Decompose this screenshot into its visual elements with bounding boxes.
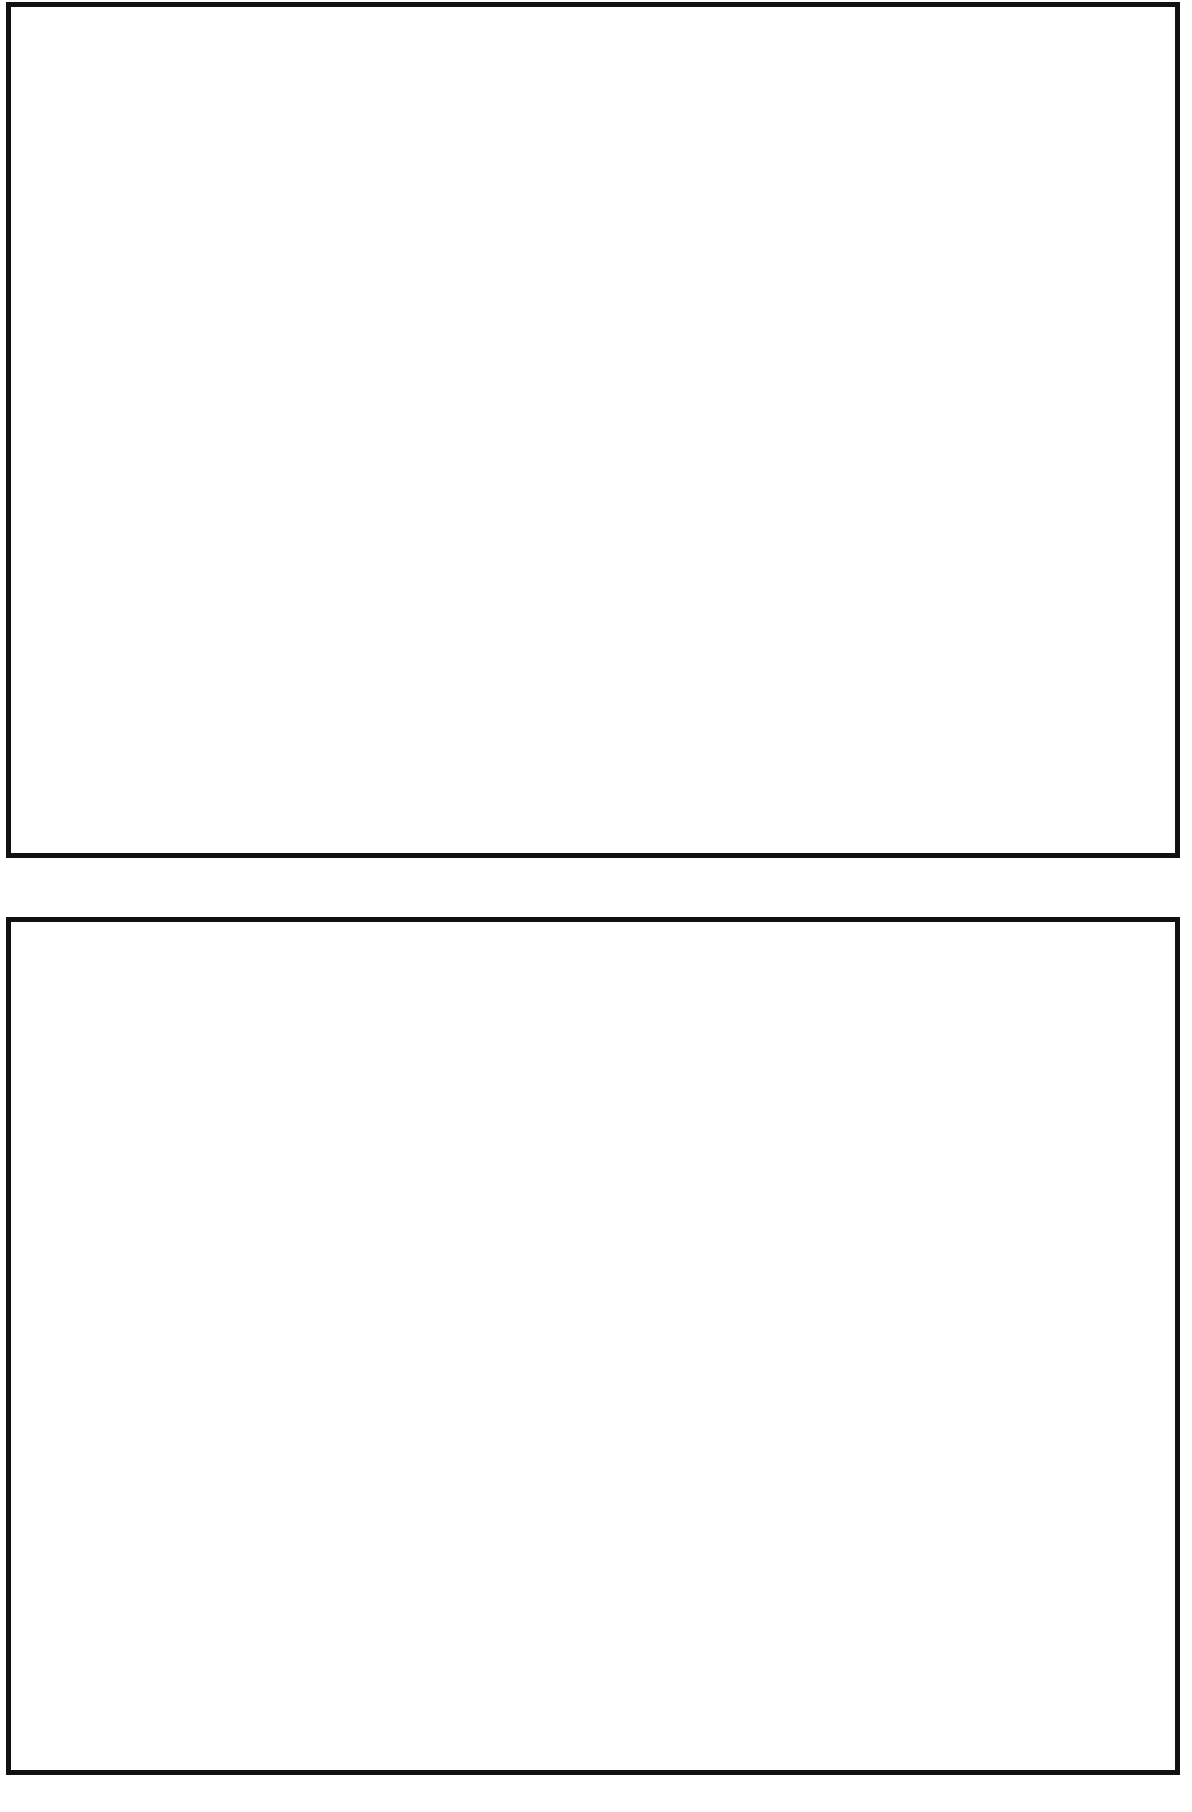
bottom-page — [6, 917, 1180, 1775]
top-page — [6, 2, 1180, 858]
top-page-columns — [17, 13, 1169, 847]
bottom-page-columns — [17, 928, 1169, 1764]
